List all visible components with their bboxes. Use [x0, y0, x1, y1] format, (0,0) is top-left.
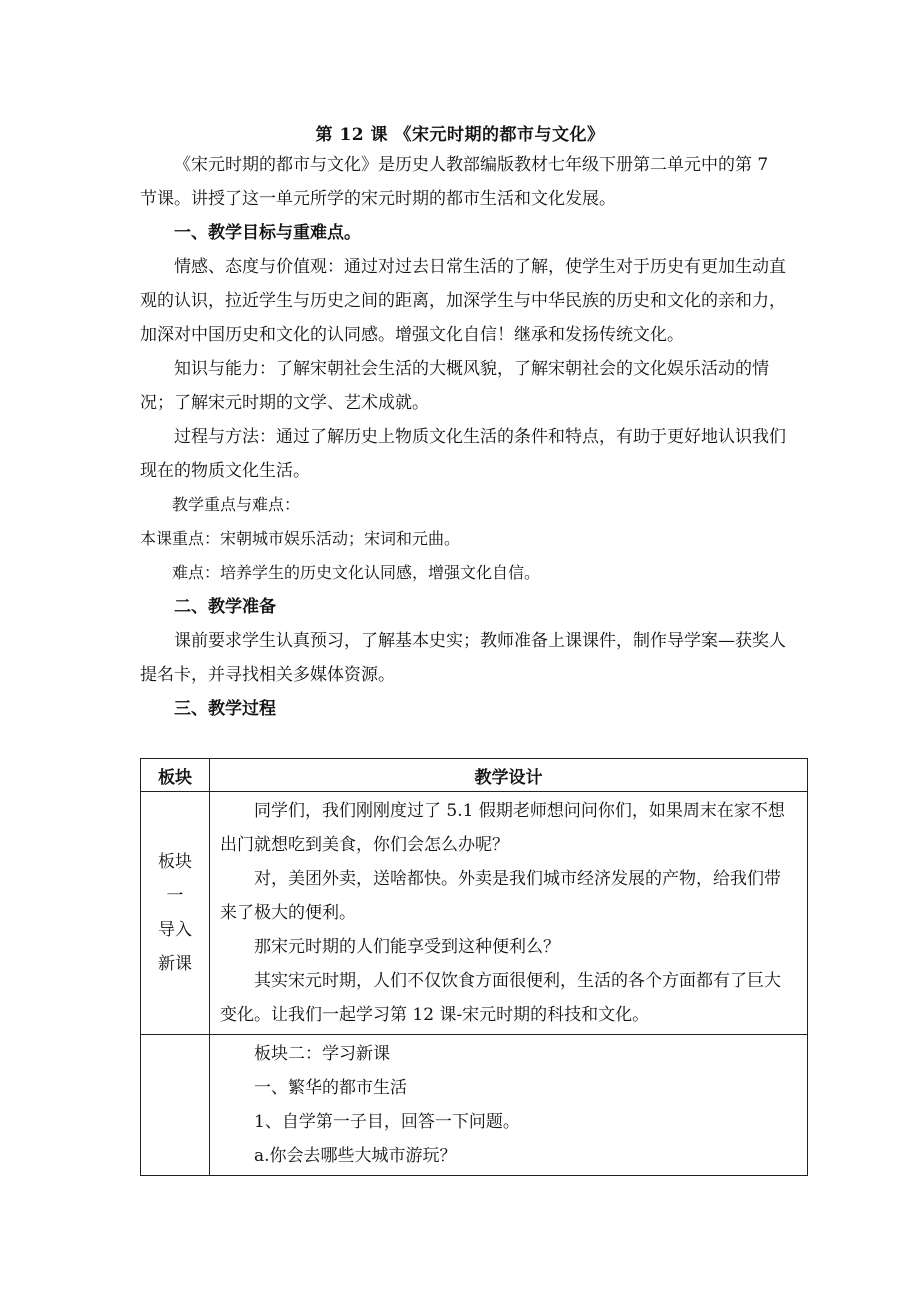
section-heading-preparation: 二、教学准备 [174, 597, 276, 617]
design-paragraph: a.你会去哪些大城市游玩？ [254, 1146, 457, 1166]
design-paragraph: 那宋元时期的人们能享受到这种便利么？ [254, 937, 560, 957]
key-point: 本课重点：宋朝城市娱乐活动；宋词和元曲。 [140, 529, 461, 548]
design-paragraph: 对，美团外卖，送啥都快。外卖是我们城市经济发展的产物，给我们带来了极大的便利。 [220, 869, 781, 923]
emotion-paragraph: 情感、态度与价值观：通过对过去日常生活的了解，使学生对于历史有更加生动直观的认识，拉近学生与历史之间的距离，加深学生与中华民族的历史和文化的亲和力，加深对中国历史和文化的认同感。增强文化自信！继承和发扬传统文化。 [140, 257, 786, 345]
section-heading-process: 三、教学过程 [174, 699, 276, 719]
difficulty-point: 难点：培养学生的历史文化认同感，增强文化自信。 [172, 563, 541, 582]
design-paragraph: 同学们，我们刚刚度过了 5.1 假期老师想问问你们，如果周末在家不想出门就想吃到美食，你们会怎么办呢？ [220, 801, 785, 855]
design-paragraph: 1、自学第一子目，回答一下问题。 [254, 1112, 520, 1132]
intro-paragraph: 《宋元时期的都市与文化》是历史人教部编版教材七年级下册第二单元中的第 7 节课。讲授了这一单元所学的宋元时期的都市生活和文化发展。 [140, 155, 769, 209]
design-paragraph: 一、繁华的都市生活 [254, 1078, 407, 1098]
header-design: 教学设计 [210, 759, 808, 792]
design-paragraph: 板块二：学习新课 [254, 1044, 390, 1064]
header-block: 板块 [141, 759, 210, 792]
process-method-paragraph: 过程与方法：通过了解历史上物质文化生活的条件和特点，有助于更好地认识我们现在的物质文化生活。 [140, 427, 786, 481]
table-row [141, 1035, 808, 1176]
design-cell [210, 792, 808, 1035]
table-header-row [141, 759, 808, 792]
preparation-paragraph: 课前要求学生认真预习，了解基本史实；教师准备上课课件，制作导学案—获奖人提名卡，并寻找相关多媒体资源。 [140, 631, 786, 685]
lesson-title: 第 12 课 《宋元时期的都市与文化》 [315, 125, 605, 145]
teaching-process-table [140, 758, 808, 1176]
block-label-line: 新课 [158, 954, 192, 974]
block-label-line: 板块 [158, 852, 192, 872]
keypoints-label: 教学重点与难点： [172, 495, 301, 514]
design-paragraph: 其实宋元时期，人们不仅饮食方面很便利，生活的各个方面都有了巨大变化。让我们一起学习第 12 课-宋元时期的科技和文化。 [220, 971, 781, 1025]
design-cell [210, 1035, 808, 1176]
knowledge-paragraph: 知识与能力：了解宋朝社会生活的大概风貌，了解宋朝社会的文化娱乐活动的情况；了解宋元时期的文学、艺术成就。 [140, 359, 769, 413]
block-label-cell [141, 792, 210, 1035]
document-body [140, 148, 790, 726]
table-row [141, 792, 808, 1035]
block-label-line: 一 [166, 886, 184, 906]
block-label-line: 导入 [158, 920, 192, 940]
section-heading-objectives: 一、教学目标与重难点。 [174, 223, 361, 243]
block-label-cell-empty [141, 1035, 210, 1176]
